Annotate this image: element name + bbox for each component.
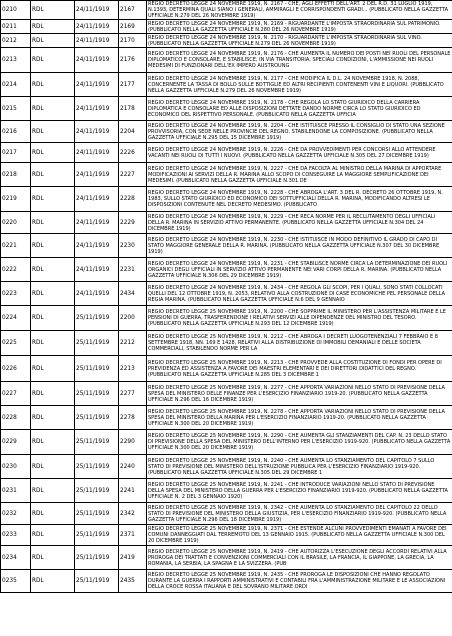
act-description-text: REGIO DECRETO LEGGE 25 NOVEMBRE 1919, N. 2200 - CHE SOPPRIME IL MINISTERO PER L'ASSISTENZA MILITARE E LE PENSIONI DI GUERRA, TRASFERENDONE I RELATIVI SERVIZI ALLE DIPENDENZE DEL MINISTRO DEL TESORO. (PUBBLICATO NELLA GAZZETTA UFFICIALE N.293 DEL 12 DICEMBRE 1919) xyxy=(148,309,446,328)
act-description-text: REGIO DECRETO LEGGE 24 NOVEMBRE 1919, N. 2170 - RIGUARDANTE L'IMPOSTA STRAORDINARIA SUL VINO. (PUBBLICATO NELLA GAZZETTA UFFICIALE N.279 DEL 26 NOVEMBRE 1919) xyxy=(148,34,422,47)
act-type: RDL xyxy=(31,187,75,212)
table-row xyxy=(1,73,452,97)
act-number: 2434 xyxy=(119,282,147,306)
table-row xyxy=(1,282,452,306)
act-date: 25/11/1919 xyxy=(75,455,119,479)
table-row xyxy=(1,121,452,143)
act-number: 2240 xyxy=(119,455,147,479)
act-description-text: REGIO DECRETO LEGGE 25 NOVEMBRE 1919, N. 2277 - CHE APPORTA VARIAZIONI NELLO STATO DI PREVISIONE DELLA SPESA DEL MINISTERO DELLE FINANZE PER L'ESERCIZIO FINANZIARIO 1919-20. (PUBBLICATO NELLA GAZZETTA UFFICIALE N.296 DEL 16 DICEMBRE 1919) xyxy=(148,384,445,403)
act-number: 2278 xyxy=(119,406,147,430)
record-number: 0210 xyxy=(1,1,31,20)
table-row xyxy=(1,406,452,430)
table-row xyxy=(1,212,452,234)
act-type: RDL xyxy=(31,570,75,593)
act-description xyxy=(147,406,452,430)
act-description xyxy=(147,331,452,356)
act-date: 24/11/1919 xyxy=(75,163,119,187)
act-number: 2277 xyxy=(119,382,147,406)
record-number: 0226 xyxy=(1,356,31,382)
act-description xyxy=(147,212,452,234)
act-type: RDL xyxy=(31,382,75,406)
act-description-text: REGIO DECRETO LEGGE 25 NOVEMBRE 1919, N. 2278 - CHE APPORTA VARIAZIONI NELLO STATO DI PREVISIONE DELLA SPESA DEL MINISTERO DELLA MARINA PER L'ESERCIZIO FINANZIARIO 1919-20. (PUBBLICATO NELLA GAZZETTA UFFICIALE N.300 DEL 20 DICEMBRE 1919) xyxy=(148,408,445,427)
act-description-text: REGIO DECRETO LEGGE 24 NOVEMBRE 1919, N. 2177 - CHE MODIFICA IL D.L. 24 NOVEMBRE 1918, N. 2088, CONCERNENTE LA TASSA DI BOLLO SULLE BOTTIGLIE ED ALTRI RECIPIENTI CONTENENTI VINI E LIQUORI. (PUBBLICATO NELLA GAZZETTA UFFICIALE N.279 DEL 26 NOVEMBRE 1919) xyxy=(148,75,444,94)
act-type: RDL xyxy=(31,406,75,430)
act-description-text: REGIO DECRETO LEGGE 24 NOVEMBRE 1919, N. 2231 - CHE STABILISCE NORME CIRCA LA DETERMINAZIONE DEI RUOLI ORGANICI DEGLI UFFICIALI IN SERVIZIO ATTIVO PERMANENTE NEI VARI CORPI DELLA R. MARINA. (PUBBLICATO NELLA GAZZETTA UFFICIALE N.306 DEL 29 DICEMBRE 1919) xyxy=(148,260,448,279)
act-date: 25/11/1919 xyxy=(75,356,119,382)
record-number: 0233 xyxy=(1,525,31,546)
act-description xyxy=(147,455,452,479)
act-description xyxy=(147,479,452,503)
act-type: RDL xyxy=(31,430,75,455)
act-date: 24/11/1919 xyxy=(75,73,119,97)
act-date: 24/11/1919 xyxy=(75,34,119,48)
act-number: 2229 xyxy=(119,212,147,234)
act-type: RDL xyxy=(31,34,75,48)
act-number: 2435 xyxy=(119,570,147,593)
table-row xyxy=(1,97,452,121)
act-type: RDL xyxy=(31,121,75,143)
table-row xyxy=(1,143,452,163)
act-number: 2200 xyxy=(119,306,147,331)
act-description xyxy=(147,306,452,331)
act-description-text: REGIO DECRETO LEGGE 25 NOVEMBRE 1919, N. 2241 - CHE INTRODUCE VARIAZIONI NELLO STATO DI PREVISIONE DELLA SPESA DEL MINISTERO DELLA GUERRA PER L'ESERCIZIO FINANZIARIO 1919-920. (PUBBLICATO NELLA GAZZETTA UFFICIALE N. 2 DEL 3 GENNAIO 1920) xyxy=(148,481,448,500)
act-description-text: REGIO DECRETO LEGGE 24 NOVEMBRE 1919, N. 2227 - CHE DA FACOLTA AL MINISTRO DELLA MARINA DI APPORTARE MODIFICAZIONI AI SERVIZI DELLA R. MARINA ALLO SCOPO DI CONSEGUIRE LA MAGGIORE SEMPLIFICAZIONE DEI MEDESIMI. (PUBBLICATO NELLA GAZZETTA UFFICIALE N.301 DE xyxy=(148,165,442,184)
table-row xyxy=(1,356,452,382)
act-description-text: REGIO DECRETO LEGGE 25 NOVEMBRE 1919, N. 2371 - CHE ESTENDE ALCUNI PROVVEDIMENTI EMANATI A FAVORE DEI COMUNI DANNEGGIATI DAL TERREMOTO DEL 13 GENNAIO 1915. (PUBBLICATO NELLA GAZZETTA UFFICIALE N.300 DEL 20 DICEMBRE 1919) xyxy=(148,526,447,545)
table-row xyxy=(1,525,452,546)
act-type: RDL xyxy=(31,546,75,570)
act-description-text: REGIO DECRETO LEGGE 25 NOVEMBRE 1919, N. 2342 - CHE AUMENTA LO STANZIAMENTO DEL CAPITOLO 22 DELLO STATO DI PREVISIONE DEL MINISTERO DELLA GIUSTIZIA, PER L'ESERCIZIO FINANZIARIO 1919-920. (PUBBLICATO NELLA GAZZETTA UFFICIALE N.296 DEL 18 DICEMBRE 1919) xyxy=(148,504,447,523)
act-description xyxy=(147,430,452,455)
act-number: 2226 xyxy=(119,143,147,163)
table-row xyxy=(1,306,452,331)
act-number: 2176 xyxy=(119,48,147,73)
act-date: 25/11/1919 xyxy=(75,570,119,593)
act-type: RDL xyxy=(31,143,75,163)
act-description xyxy=(147,546,452,570)
table-row xyxy=(1,234,452,258)
act-description xyxy=(147,143,452,163)
act-description xyxy=(147,187,452,212)
act-type: RDL xyxy=(31,212,75,234)
record-number: 0211 xyxy=(1,20,31,34)
act-description xyxy=(147,73,452,97)
table-row xyxy=(1,382,452,406)
record-number: 0225 xyxy=(1,331,31,356)
act-date: 25/11/1919 xyxy=(75,306,119,331)
act-number: 2178 xyxy=(119,97,147,121)
act-number: 2228 xyxy=(119,187,147,212)
act-description xyxy=(147,97,452,121)
record-number: 0215 xyxy=(1,97,31,121)
act-description xyxy=(147,570,452,593)
act-description-text: REGIO DECRETO LEGGE 24 NOVEMBRE 1919, N. 2169 - RIGUARDANTE L'IMPOSTA STRAORDINARIA SUL PATRIMONIO. (PUBBLICATO NELLA GAZZETTA UFFICIALE N.280 DEL 26 NOVEMBRE 1919) xyxy=(148,20,441,33)
record-number: 0231 xyxy=(1,479,31,503)
act-date: 24/11/1919 xyxy=(75,258,119,282)
table-row xyxy=(1,455,452,479)
act-number: 2167 xyxy=(119,1,147,20)
table-row xyxy=(1,430,452,455)
act-date: 24/11/1919 xyxy=(75,48,119,73)
record-number: 0223 xyxy=(1,282,31,306)
decree-table-body xyxy=(1,1,452,593)
act-number: 2290 xyxy=(119,430,147,455)
act-date: 25/11/1919 xyxy=(75,546,119,570)
act-description-text: REGIO DECRETO LEGGE 25 NOVEMBRE 1919, N. 2213 - CHE PROVVEDE ALLA COSTITUZIONE DI FONDI PER OPERE DI PREVIDENZA ED ASSISTENZA A FAVORE DEI MAESTRI ELEMENTARI E DEI DIRETTORI DIDATTICI DEL REGNO. (PUBBLICATO NELLA GAZZETTA UFFICIALE N.285 DEL 3 DICEMBRE 1 xyxy=(148,359,442,378)
act-description-text: REGIO DECRETO LEGGE 25 NOVEMBRE 1919, N. 2240 - CHE AUMENTA LO STANZIAMENTO DEL CAPITOLO 7 SULLO STATO DI PREVISIONE DEL MINISTERO DELL'ISTRUZIONE PUBBLICA PER L'ESERCIZIO FINANZIARIO 1919-920. (PUBBLICATO NELLA GAZZETTA UFFICIALE N.305 DEL 29 DICEMBRE 1 xyxy=(148,457,435,476)
act-description-text: REGIO DECRETO LEGGE 25 NOVEMBRE 1919, N. 2212 - CHE ABROGA I DECRETI LUOGOTENENZIALI 7 FEBBRAIO E 8 SETTEMBRE 1918, NN. 169 E 1428, RELATIVI ALLA DISTRIBUZIONE DI IMMOBILI DEMANIALI E DELLE SOCIETA COMMERCIALI, STABILENDO NORME PER LA xyxy=(148,334,438,353)
act-type: RDL xyxy=(31,48,75,73)
act-type: RDL xyxy=(31,331,75,356)
act-date: 25/11/1919 xyxy=(75,382,119,406)
record-number: 0214 xyxy=(1,73,31,97)
act-type: RDL xyxy=(31,306,75,331)
record-number: 0218 xyxy=(1,163,31,187)
record-number: 0224 xyxy=(1,306,31,331)
table-row xyxy=(1,34,452,48)
table-row xyxy=(1,479,452,503)
record-number: 0216 xyxy=(1,121,31,143)
table-row xyxy=(1,503,452,525)
record-number: 0219 xyxy=(1,187,31,212)
act-number: 2177 xyxy=(119,73,147,97)
table-row xyxy=(1,258,452,282)
act-description xyxy=(147,121,452,143)
record-number: 0227 xyxy=(1,382,31,406)
act-number: 2371 xyxy=(119,525,147,546)
table-row xyxy=(1,546,452,570)
act-description-text: REGIO DECRETO LEGGE 24 NOVEMBRE 1919, N. 2176 - CHE AUMENTA IL NUMERO DEI POSTI NEI RUOLI DEL PERSONALE DIPLOMATICO E CONSOLARE, E STABILISCE, IN VIA TRANSITORIA, SPECIALI CONDIZIONI, L'AMMISSIONE NEI RUOLI MEDESIMI DI FUNZIONARI DELL'EX IMPERO AUSTROUNG xyxy=(148,51,451,70)
act-description xyxy=(147,282,452,306)
act-description xyxy=(147,1,452,20)
act-number: 2213 xyxy=(119,356,147,382)
act-type: RDL xyxy=(31,479,75,503)
act-description xyxy=(147,163,452,187)
act-number: 2342 xyxy=(119,503,147,525)
record-number: 0222 xyxy=(1,258,31,282)
act-number: 2231 xyxy=(119,258,147,282)
act-description xyxy=(147,525,452,546)
act-date: 25/11/1919 xyxy=(75,331,119,356)
act-description-text: REGIO DECRETO LEGGE 24 NOVEMBRE 1919, N. 2229 - CHE RECA NORME PER IL RECLUTAMENTO DEGLI UFFICIALI DELLA R. MARINA IN SERVIZIO ATTIVO PERMANENTE. (PUBBLICATO NELLA GAZZETTA UFFICIALE N.304 DEL 24 DICEMBRE 1919) xyxy=(148,213,436,232)
act-date: 24/11/1919 xyxy=(75,187,119,212)
record-number: 0235 xyxy=(1,570,31,593)
table-row xyxy=(1,331,452,356)
table-row xyxy=(1,187,452,212)
act-type: RDL xyxy=(31,525,75,546)
record-number: 0232 xyxy=(1,503,31,525)
table-row xyxy=(1,1,452,20)
act-description-text: REGIO DECRETO LEGGE 24 NOVEMBRE 1919, N. 2178 - CHE REGOLA LO STATO GIURIDICO DELLA CARRIERA DIPLOMATICA E CONSOLARE ED ALLE DISPOSIZIONI DETTATE DANDO NORME CIRCA LO STATO GIURIDICO ED ECONOMICO DEL RISPETTIVO PERSONALE. (PUBBLICATO NELLA GAZZETTA UFFICIA xyxy=(148,99,421,118)
act-type: RDL xyxy=(31,455,75,479)
record-number: 0212 xyxy=(1,34,31,48)
act-type: RDL xyxy=(31,97,75,121)
table-row xyxy=(1,48,452,73)
record-number: 0220 xyxy=(1,212,31,234)
act-date: 24/11/1919 xyxy=(75,1,119,20)
act-number: 2230 xyxy=(119,234,147,258)
act-type: RDL xyxy=(31,356,75,382)
act-type: RDL xyxy=(31,503,75,525)
act-date: 24/11/1919 xyxy=(75,97,119,121)
act-type: RDL xyxy=(31,73,75,97)
act-date: 24/11/1919 xyxy=(75,212,119,234)
act-type: RDL xyxy=(31,258,75,282)
record-number: 0228 xyxy=(1,406,31,430)
act-description-text: REGIO DECRETO LEGGE 24 NOVEMBRE 1919, N. 2228 - CHE ABROGA L'ART. 3 DEL R. DECRETO 26 OTTOBRE 1919, N. 1983, SULLO STATO GIURIDICO ED ECONOMICO DEI SOTTUFFICIALI DELLA R. MARINA, MODIFICANDO ALTRESI LE DISPOSIZIONI CONTENUTE NEL DECRETO MEDESIMO. (PUBBLICATO xyxy=(148,190,443,209)
act-description xyxy=(147,356,452,382)
act-date: 25/11/1919 xyxy=(75,503,119,525)
table-row xyxy=(1,20,452,34)
act-description xyxy=(147,34,452,48)
record-number: 0217 xyxy=(1,143,31,163)
table-row xyxy=(1,163,452,187)
record-number: 0230 xyxy=(1,455,31,479)
act-type: RDL xyxy=(31,20,75,34)
act-description-text: REGIO DECRETO LEGGE 25 NOVEMBRE 1919, N. 2435 - CHE PROROGA LE DISPOSIZIONI CHE HANNO REGOLATO DURANTE LA GUERRA I RAPPORTI AMMINISTRATIVI E CONTABILI FRA L'AMMINISTRAZIONE MILITARE E LE ASSOCIAZIONI DELLA CROCE ROSSA ITALIANA E DEL SOVRANO MILITARE ORDI xyxy=(148,572,446,591)
act-number: 2241 xyxy=(119,479,147,503)
act-number: 2169 xyxy=(119,20,147,34)
act-description-text: REGIO DECRETO LEGGE 25 NOVEMBRE 1919, N. 2290 - CHE AUMENTA GLI STANZIAMENTI DEL CAP. N. 23 DELLO STATO DI PREVISIONE DELLA SPESA DEL MINISTERO DELL'INTERNO PER L'ESERCIZIO 1919-920. (PUBBLICATO NELLA GAZZETTA UFFICIALE N.300 DEL 20 DICEMBRE 1919) xyxy=(148,433,451,452)
act-type: RDL xyxy=(31,163,75,187)
act-description-text: REGIO DECRETO LEGGE 24 NOVEMBRE 1919, N. 2226 - CHE DA PROVVEDIMENTI PER CONCORSI ALLO ATTENDERE VACANTI NEI RUOLI DI TUTTI I NUOVI. (PUBBLICATO NELLA GAZZETTA UFFICIALE N.305 DEL 27 DICEMBRE 1919) xyxy=(148,146,436,159)
record-number: 0234 xyxy=(1,546,31,570)
act-description-text: REGIO DECRETO LEGGE 24 NOVEMBRE 1919, N. 2204 - CHE ISTITUISCE PRESSO IL CONSIGLIO DI STATO UNA SEZIONE PROVVISORIA, CON SEDE NELLE PROVINCIE DEL REGNO, STABILENDONE LA COMPOSIZIONE. (PUBBLICATO NELLA GAZZETTA UFFICIALE N.295 DEL 15 DICEMBRE 1919) xyxy=(148,122,445,141)
act-date: 24/11/1919 xyxy=(75,282,119,306)
act-number: 2419 xyxy=(119,546,147,570)
act-date: 25/11/1919 xyxy=(75,525,119,546)
act-date: 24/11/1919 xyxy=(75,20,119,34)
table-row xyxy=(1,570,452,593)
act-date: 24/11/1919 xyxy=(75,143,119,163)
act-number: 2212 xyxy=(119,331,147,356)
act-number: 2227 xyxy=(119,163,147,187)
act-description xyxy=(147,20,452,34)
act-date: 24/11/1919 xyxy=(75,121,119,143)
act-type: RDL xyxy=(31,234,75,258)
act-description xyxy=(147,258,452,282)
act-description-text: REGIO DECRETO LEGGE 25 NOVEMBRE 1919, N. 2419 - CHE AUTORIZZA L'ESECUZIONE DEGLI ACCORDI RELATIVI ALLA PROROGA DEI TRATTATI E CONVENZIONI COMMERCIALI CON IL BRASILE, LA FRANCIA, IL GIAPPONE, LA GRECIA, LA ROMANIA, LA SERBIA, LA SPAGNA E LA SVIZZERA. (PUB xyxy=(148,548,447,567)
act-type: RDL xyxy=(31,282,75,306)
act-type: RDL xyxy=(31,1,75,20)
record-number: 0229 xyxy=(1,430,31,455)
act-description xyxy=(147,382,452,406)
act-description xyxy=(147,48,452,73)
act-date: 25/11/1919 xyxy=(75,430,119,455)
act-number: 2170 xyxy=(119,34,147,48)
act-description xyxy=(147,234,452,258)
act-description-text: REGIO DECRETO LEGGE 24 NOVEMBRE 1919, N. 2434 - CHE REGOLA GLI SCOPI, PER I QUALI, SONO STATI COLLOCATI QUELLI DEL 12 OTTOBRE 1919, N. 2053, RELATIVO ALLA COSTRUZIONE DI CASE ECONOMICHE PEL PERSONALE DELLA REGIA MARINA. (PUBBLICATO NELLA GAZZETTA UFFICIALE N.6 DEL 9 GENNAIO xyxy=(148,284,446,303)
act-description-text: REGIO DECRETO LEGGE 24 NOVEMBRE 1919, N. 2230 - CHE ISTITUISCE IN MODO DEFINITIVO IL GRADO DI CAPO DI STATO MAGGIORE GENERALE DELLA R. MARINA. (PUBBLICATO NELLA GAZZETTA UFFICIALE N.307 DEL 30 DICEMBRE 1919) xyxy=(148,236,440,255)
act-number: 2204 xyxy=(119,121,147,143)
act-date: 25/11/1919 xyxy=(75,479,119,503)
act-description-text: REGIO DECRETO LEGGE 24 NOVEMBRE 1919, N. 2167 - CHE, AGLI EFFETTI DELL'ART. 2 DEL R.D. 31 LUGLIO 1919, N.1393, DETERMINA QUALI SIANO I GENERALI, AMMIRAGLI E CORRISPONDENTI GRADI... (PUBBLICATO NELLA GAZZETTA UFFICIALE N.279 DEL 26 NOVEMBRE 1919) xyxy=(148,1,449,20)
record-number: 0213 xyxy=(1,48,31,73)
record-number: 0221 xyxy=(1,234,31,258)
act-description xyxy=(147,503,452,525)
act-date: 24/11/1919 xyxy=(75,234,119,258)
act-date: 25/11/1919 xyxy=(75,406,119,430)
